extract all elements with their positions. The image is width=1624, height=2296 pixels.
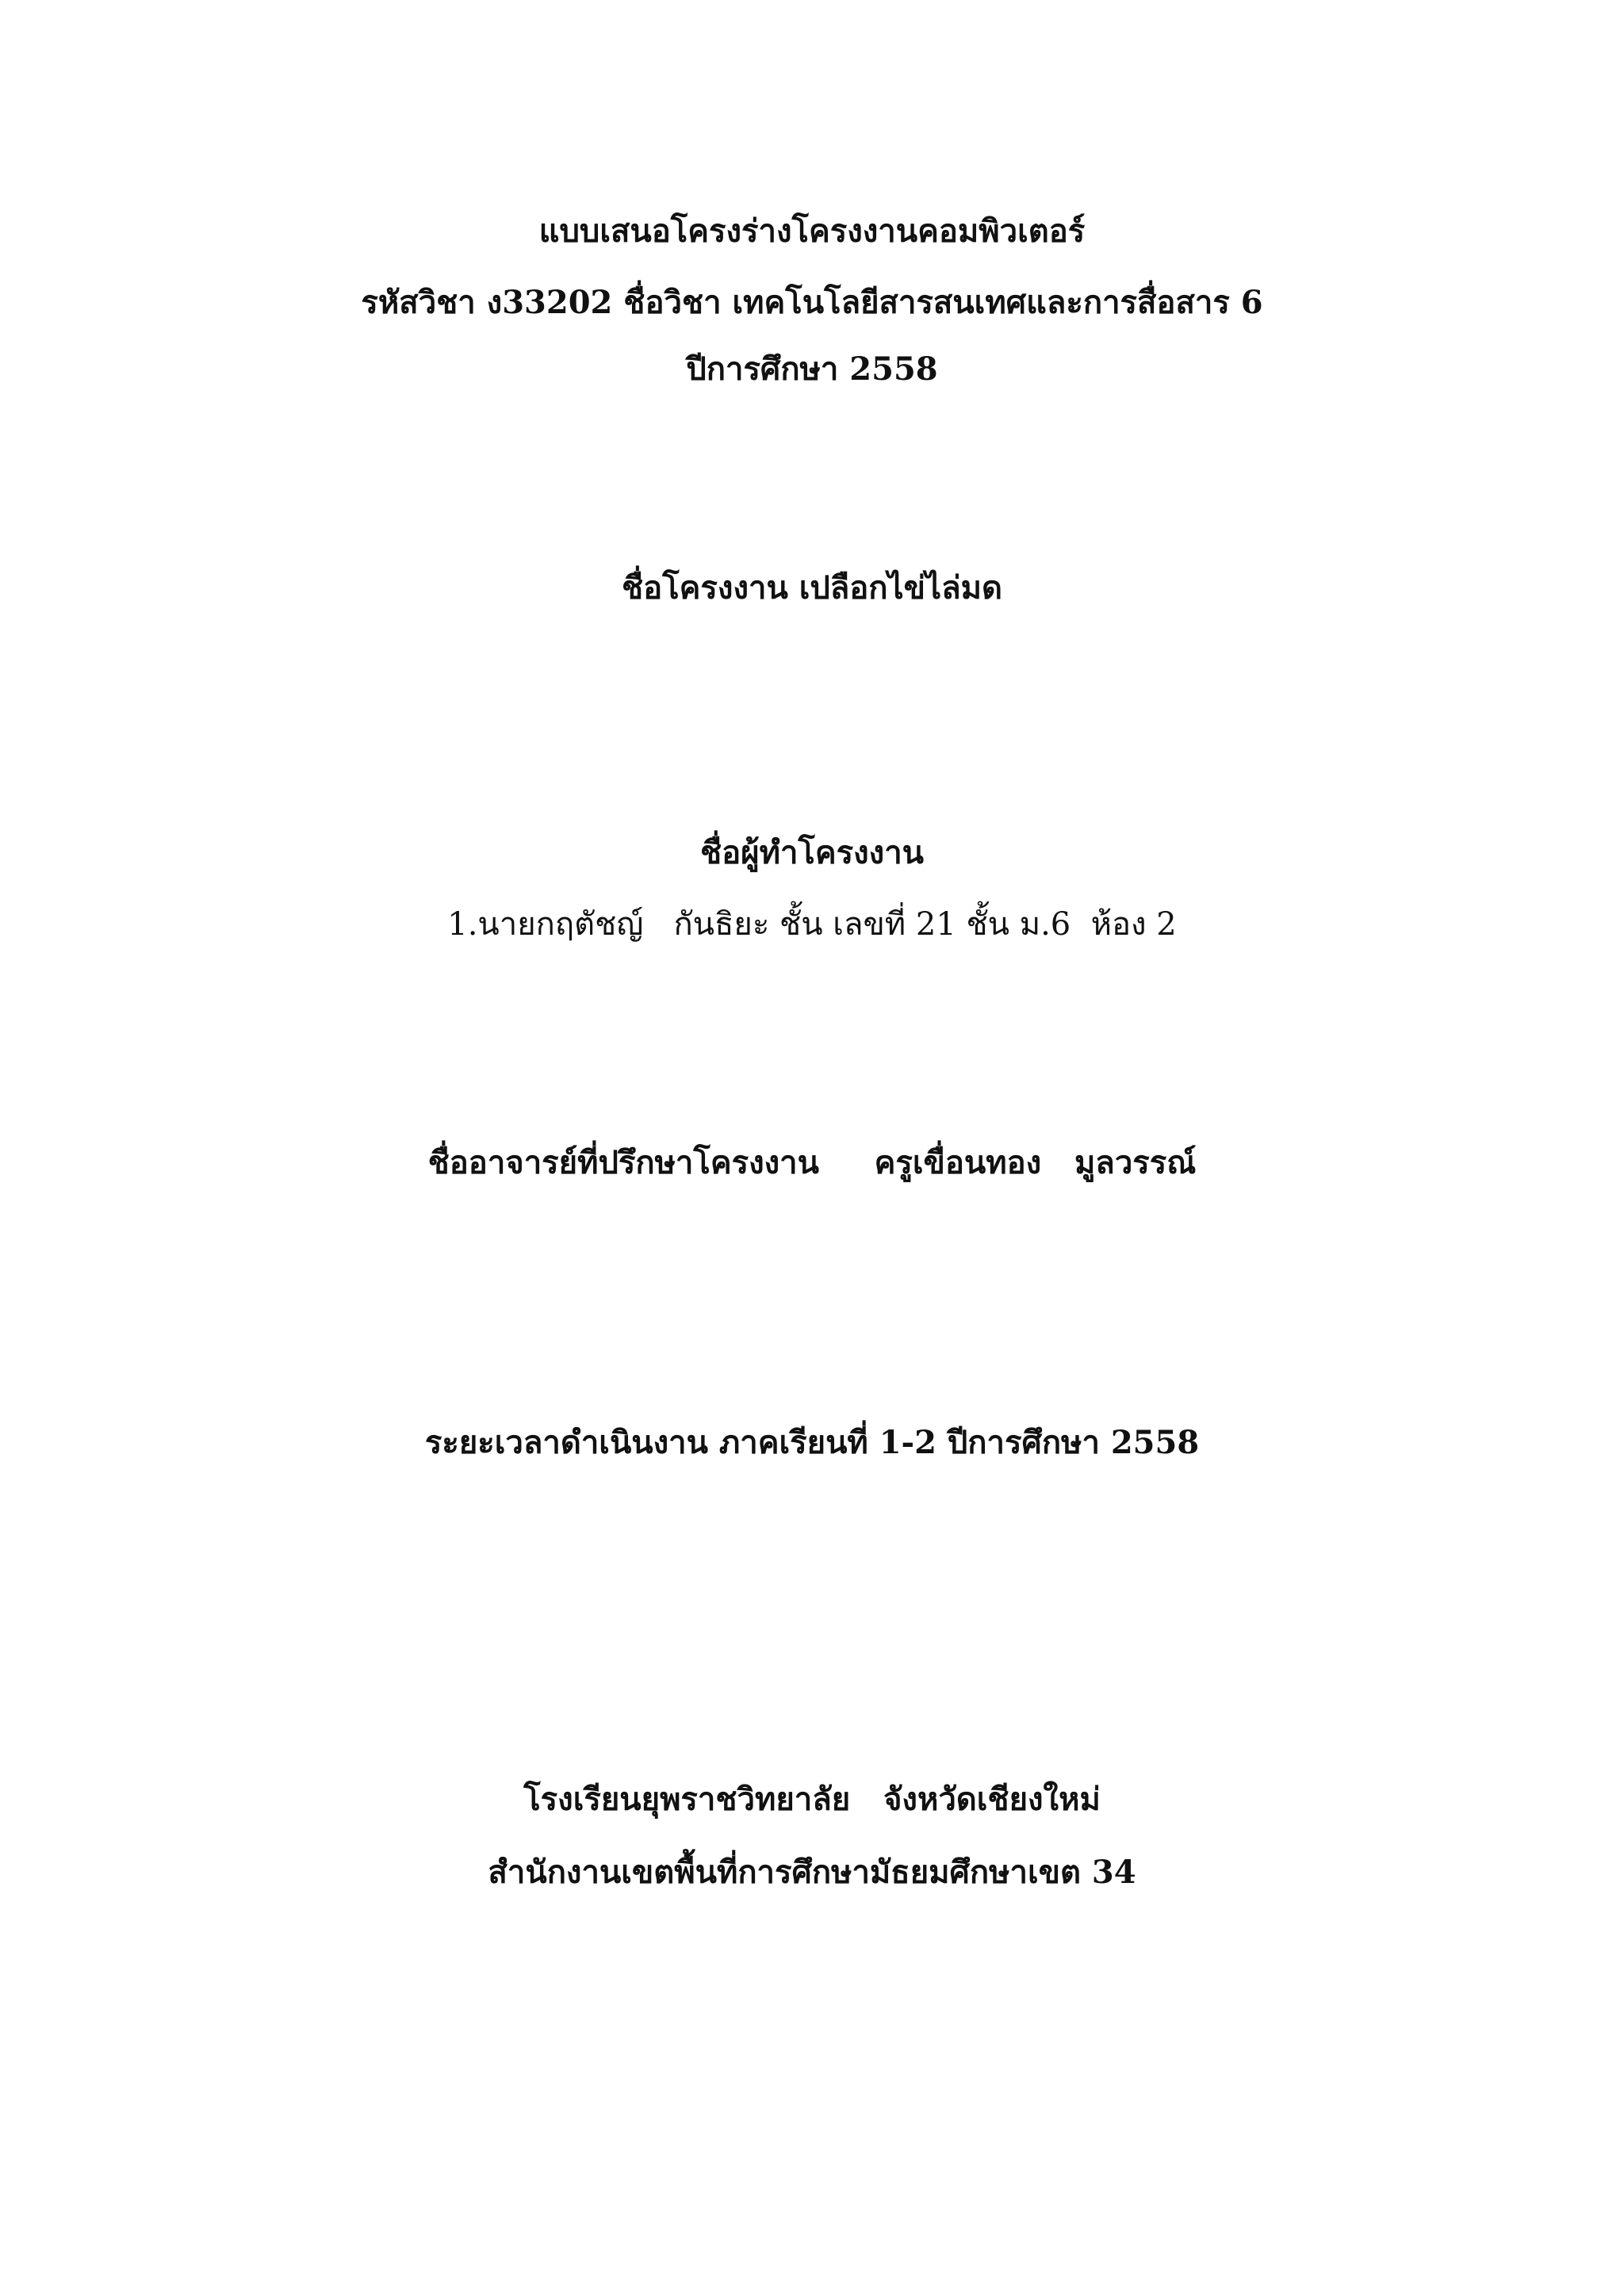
academic-year: ปีการศึกษา 2558 xyxy=(686,350,938,388)
course-info: รหัสวิชา ง33202 ชื่อวิชา เทคโนโลยีสารสนเทศและการสื่อสาร 6 xyxy=(361,284,1263,321)
duration-line: ระยะเวลาดำเนินงาน ภาคเรียนที่ 1-2 ปีการศึกษา 2558 xyxy=(424,1424,1200,1461)
school-name: โรงเรียนยุพราชวิทยาลัย จังหวัดเชียงใหม่ xyxy=(523,1781,1101,1818)
advisor-line: ชื่ออาจารย์ที่ปรึกษาโครงงาน ครูเขื่อนทอง มูลวรรณ์ xyxy=(427,1144,1197,1181)
authors-heading: ชื่อผู้ทำโครงงาน xyxy=(699,834,925,871)
author-item: 1.นายกฤตัชญ์ กันธิยะ ชั้น เลขที่ 21 ชั้น ม.6 ห้อง 2 xyxy=(447,906,1177,943)
project-name: ชื่อโครงงาน เปลือกไข่ไล่มด xyxy=(622,569,1002,607)
education-office: สำนักงานเขตพื้นที่การศึกษามัธยมศึกษาเขต 34 xyxy=(488,1854,1136,1891)
form-title: แบบเสนอโครงร่างโครงงานคอมพิวเตอร์ xyxy=(538,212,1086,250)
